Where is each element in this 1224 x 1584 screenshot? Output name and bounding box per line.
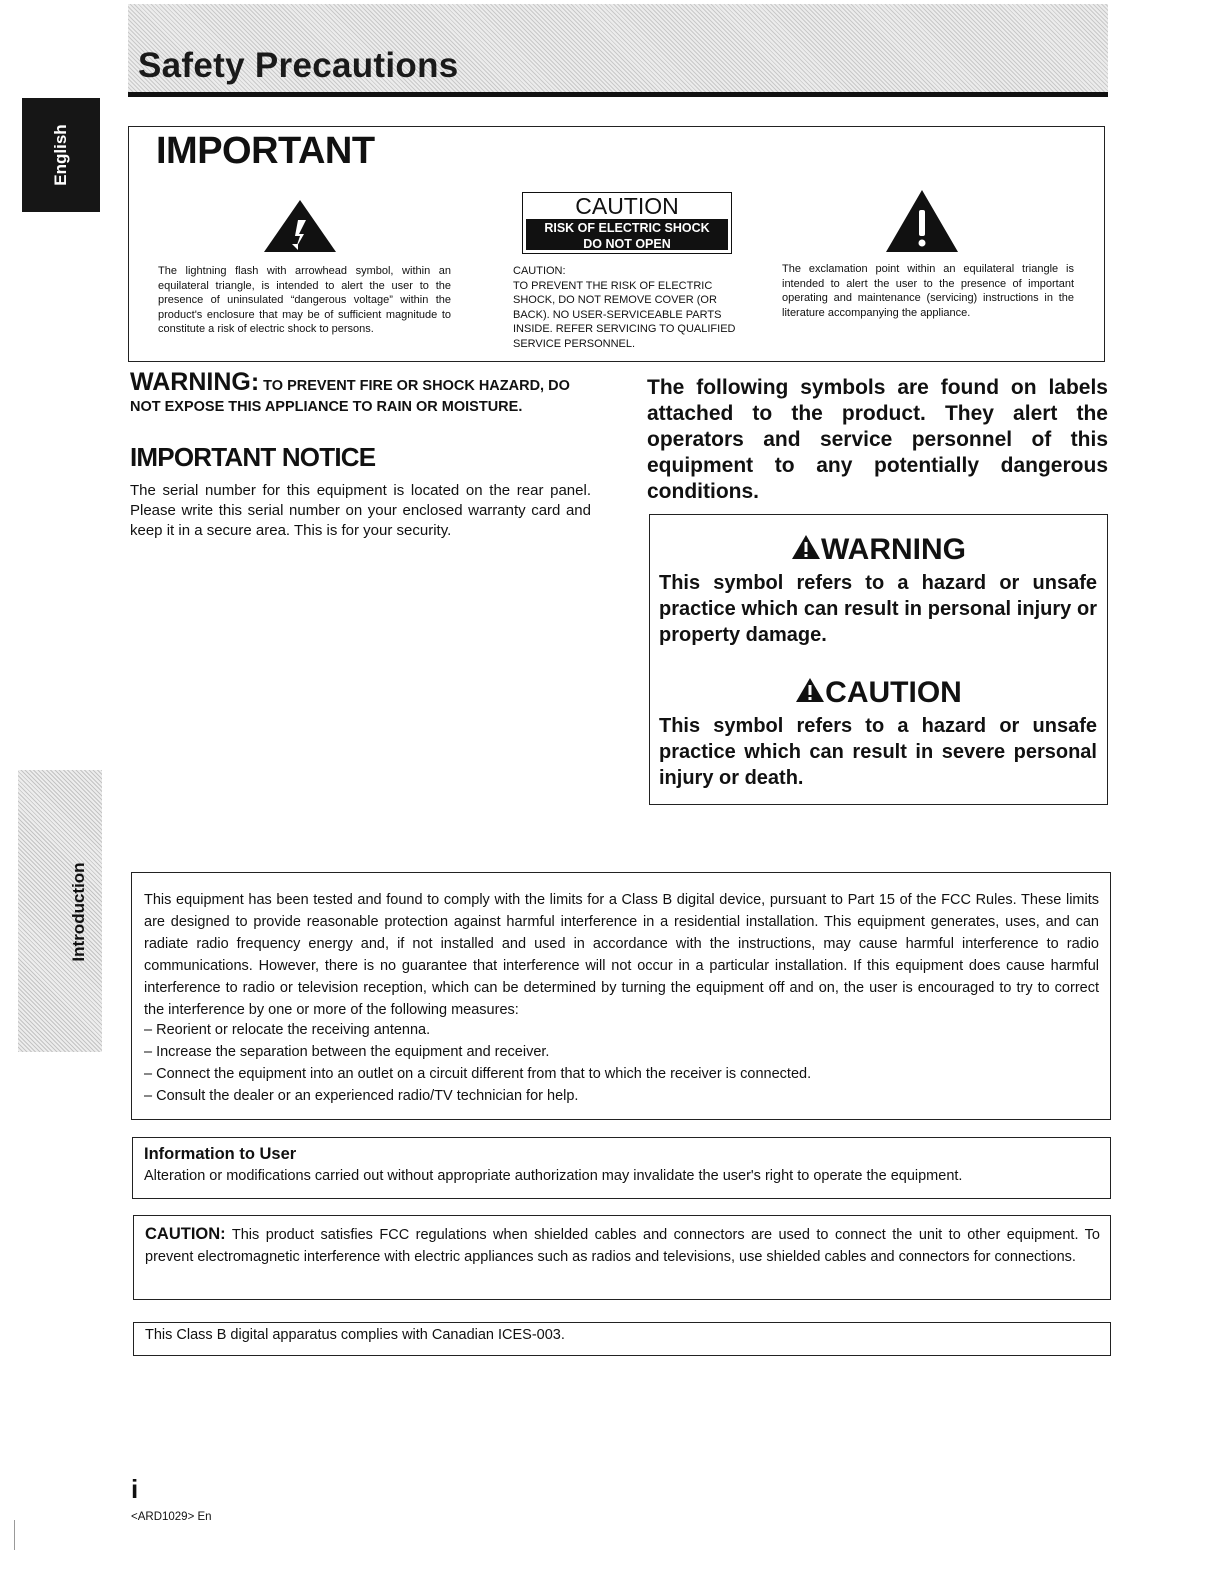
- list-item: – Consult the dealer or an experienced radio/TV technician for help.: [144, 1088, 579, 1104]
- fcc-caution-body: This product satisfies FCC regulations when shielded cables and connectors are used to connect the unit to other equipment. To prevent electromagnetic interference with electric appliances such as radios and televisions, use shielded cables and connectors for connections.: [145, 1227, 1100, 1265]
- info-to-user-title: Information to User: [144, 1145, 297, 1163]
- caution-text: TO PREVENT THE RISK OF ELECTRIC SHOCK, DO NOT REMOVE COVER (OR BACK). NO USER-SERVICEABLE PARTS INSIDE. REFER SERVICING TO QUALIFIED SERVICE PERSONNEL.: [513, 279, 736, 350]
- warning-symbol-heading: [649, 533, 1108, 567]
- warning-triangle-icon: [791, 534, 821, 560]
- header-rule: [128, 92, 1108, 97]
- important-notice-heading: IMPORTANT NOTICE: [130, 442, 376, 472]
- fcc-caution-text: [145, 1223, 1100, 1268]
- language-tab: [22, 98, 100, 212]
- list-item: – Increase the separation between the equipment and receiver.: [144, 1044, 550, 1060]
- fcc-caution-label: CAUTION:: [145, 1225, 226, 1243]
- ices-text: This Class B digital apparatus complies with Canadian ICES-003.: [145, 1327, 565, 1343]
- language-tab-label: English: [51, 124, 70, 186]
- caution-label-warning: [526, 219, 728, 250]
- warning-symbol-text: This symbol refers to a hazard or unsafe practice which can result in personal injury or property damage.: [659, 572, 1097, 646]
- fcc-measures-list: [144, 1019, 1099, 1107]
- lightning-description: The lightning flash with arrowhead symbol, within an equilateral triangle, is intended to alert the user to the presence of uninsulated “dangerous voltage” within the product's enclosure that may be of sufficient magnitude to constitute a risk of electric shock to persons.: [158, 265, 451, 335]
- section-tab-label: Introduction: [69, 862, 88, 962]
- caution-symbol-text: This symbol refers to a hazard or unsafe practice which can result in severe personal injury or death.: [659, 715, 1097, 789]
- caution-triangle-icon: [795, 677, 825, 703]
- margin-mark: [14, 1520, 15, 1550]
- important-notice-body: The serial number for this equipment is located on the rear panel. Please write this serial number on your enclosed warranty card and keep it in a secure area. This is for your security.: [130, 482, 591, 539]
- fire-shock-warning: [130, 368, 600, 418]
- warning-symbol-title: WARNING: [821, 533, 966, 566]
- list-item: – Connect the equipment into an outlet on a circuit different from that to which the receiver is connected.: [144, 1066, 812, 1082]
- caution-label: [522, 192, 732, 254]
- document-code: <ARD1029> En: [131, 1511, 212, 1523]
- info-to-user-body: Alteration or modifications carried out without appropriate authorization may invalidate the user's right to operate the equipment.: [144, 1168, 963, 1184]
- caution-symbol-heading: [649, 676, 1108, 710]
- page-number: i: [131, 1474, 139, 1504]
- warning-text: TO PREVENT FIRE OR SHOCK HAZARD, DO NOT EXPOSE THIS APPLIANCE TO RAIN OR MOISTURE.: [130, 378, 570, 415]
- lightning-warning-icon: [262, 198, 338, 254]
- caution-description: [513, 264, 745, 351]
- caution-heading: CAUTION:: [513, 265, 566, 277]
- symbols-intro: The following symbols are found on labels attached to the product. They alert the operators and service personnel of this equipment to any potentially dangerous conditions.: [647, 376, 1108, 503]
- caution-label-line1: RISK OF ELECTRIC SHOCK: [544, 221, 710, 235]
- exclamation-warning-icon: [884, 188, 960, 254]
- important-title: IMPORTANT: [156, 130, 375, 172]
- caution-label-line2: DO NOT OPEN: [583, 237, 671, 251]
- exclamation-description: The exclamation point within an equilateral triangle is intended to alert the user to the presence of important operating and maintenance (servicing) instructions in the literature accompanying the appliance.: [782, 263, 1074, 319]
- fcc-statement-text: This equipment has been tested and found to comply with the limits for a Class B digital device, pursuant to Part 15 of the FCC Rules. These limits are designed to provide reasonable protection against harmful interference in a residential installation. This equipment generates, uses, and can radiate radio frequency energy and, if not installed and used in accordance with the instructions, may cause harmful interference to radio communications. However, there is no guarantee that interference will not occur in a particular installation. If this equipment does cause harmful interference to radio or television reception, which can be determined by turning the equipment off and on, the user is encouraged to try to correct the interference by one or more of the following measures:: [144, 892, 1099, 1018]
- list-item: – Reorient or relocate the receiving antenna.: [144, 1022, 431, 1038]
- section-tab: [18, 770, 102, 1052]
- warning-word: WARNING:: [130, 368, 260, 396]
- page-title: Safety Precautions: [138, 46, 459, 85]
- caution-symbol-title: CAUTION: [825, 676, 962, 709]
- caution-label-title: CAUTION: [575, 193, 679, 219]
